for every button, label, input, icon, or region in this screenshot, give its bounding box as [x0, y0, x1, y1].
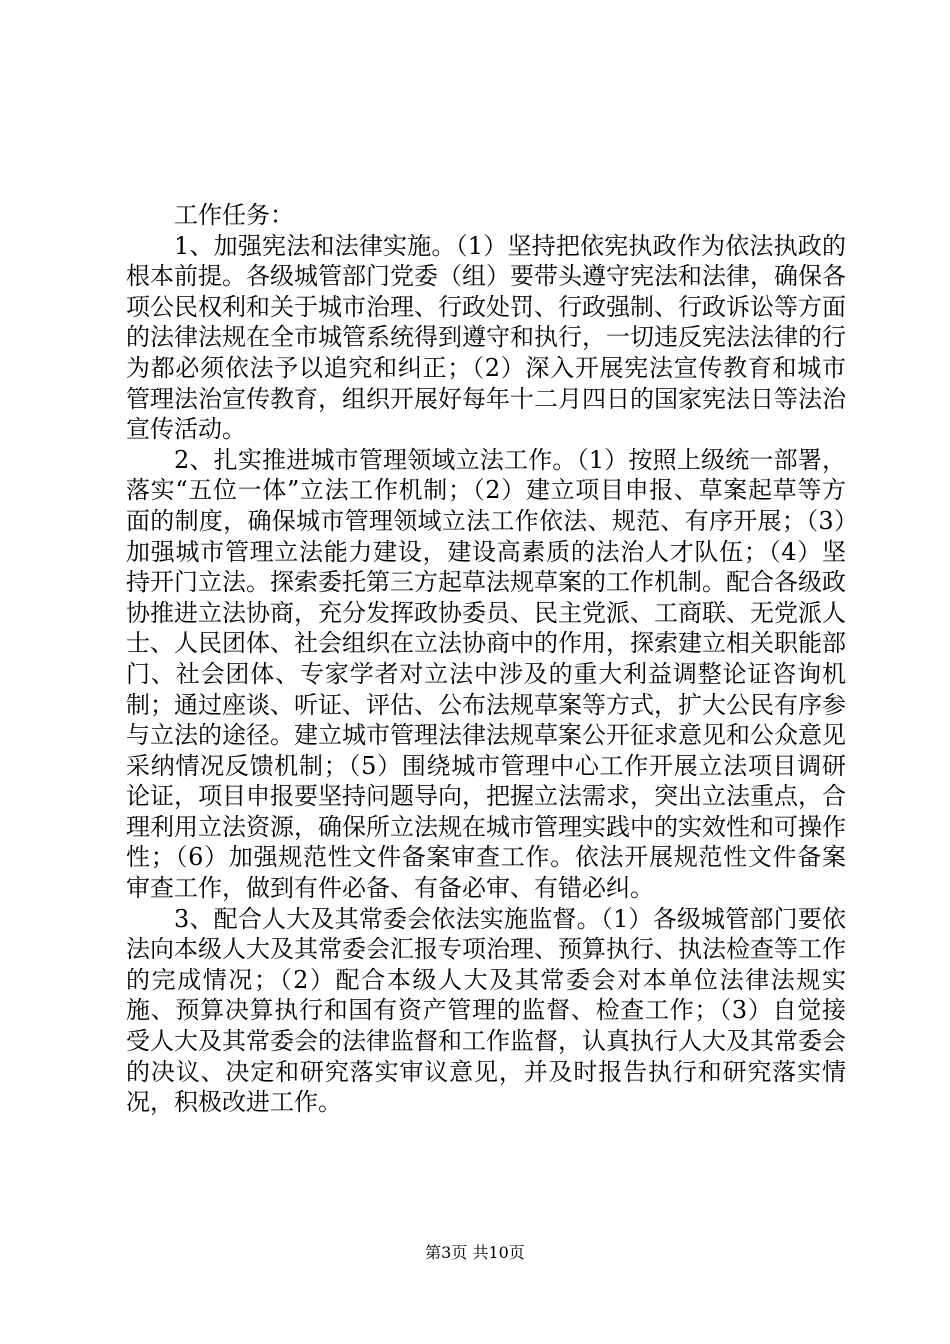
page-footer — [0, 1243, 950, 1263]
paragraph-task-1: 1、加强宪法和法律实施。（1）坚持把依宪执政作为依法执政的根本前提。各级城管部门党委（组）要带头遵守宪法和法律，确保各项公民权利和关于城市治理、行政处罚、行政强制、行政诉讼等方面的法律法规在全市城管系统得到遵守和执行，一切违反宪法法律的行为都必须依法予以追究和纠正；（2）深入开展宪法宣传教育和城市管理法治宣传教育，组织开展好每年十二月四日的国家宪法日等法治宣传活动。 — [126, 231, 846, 444]
paragraph-task-2: 2、扎实推进城市管理领域立法工作。（1）按照上级统一部署，落实“五位一体”立法工作机制；（2）建立项目申报、草案起草等方面的制度，确保城市管理领域立法工作依法、规范、有序开展；（3）加强城市管理立法能力建设，建设高素质的法治人才队伍；（4）坚持开门立法。探索委托第三方起草法规草案的工作机制。配合各级政协推进立法协商，充分发挥政协委员、民主党派、工商联、无党派人士、人民团体、社会组织在立法协商中的作用，探索建立相关职能部门、社会团体、专家学者对立法中涉及的重大利益调整论证咨询机制；通过座谈、听证、评估、公布法规草案等方式，扩大公民有序参与立法的途径。建立城市管理法律法规草案公开征求意见和公众意见采纳情况反馈机制；（5）围绕城市管理中心工作开展立法项目调研论证，项目申报要坚持问题导向，把握立法需求，突出立法重点，合理利用立法资源，确保所立法规在城市管理实践中的实效性和可操作性；（6）加强规范性文件备案审查工作。依法开展规范性文件备案审查工作，做到有件必备、有备必审、有错必纠。 — [126, 445, 846, 903]
document-body — [126, 200, 846, 1118]
paragraph-heading: 工作任务： — [174, 201, 294, 229]
paragraph-task-3: 3、配合人大及其常委会依法实施监督。（1）各级城管部门要依法向本级人大及其常委会汇报专项治理、预算执行、执法检查等工作的完成情况；（2）配合本级人大及其常委会对本单位法律法规实施、预算决算执行和国有资产管理的监督、检查工作；（3）自觉接受人大及其常委会的法律监督和工作监督，认真执行人大及其常委会的决议、决定和研究落实审议意见，并及时报告执行和研究落实情况，积极改进工作。 — [126, 904, 846, 1117]
page-number: 第3页 共10页 — [425, 1243, 525, 1262]
